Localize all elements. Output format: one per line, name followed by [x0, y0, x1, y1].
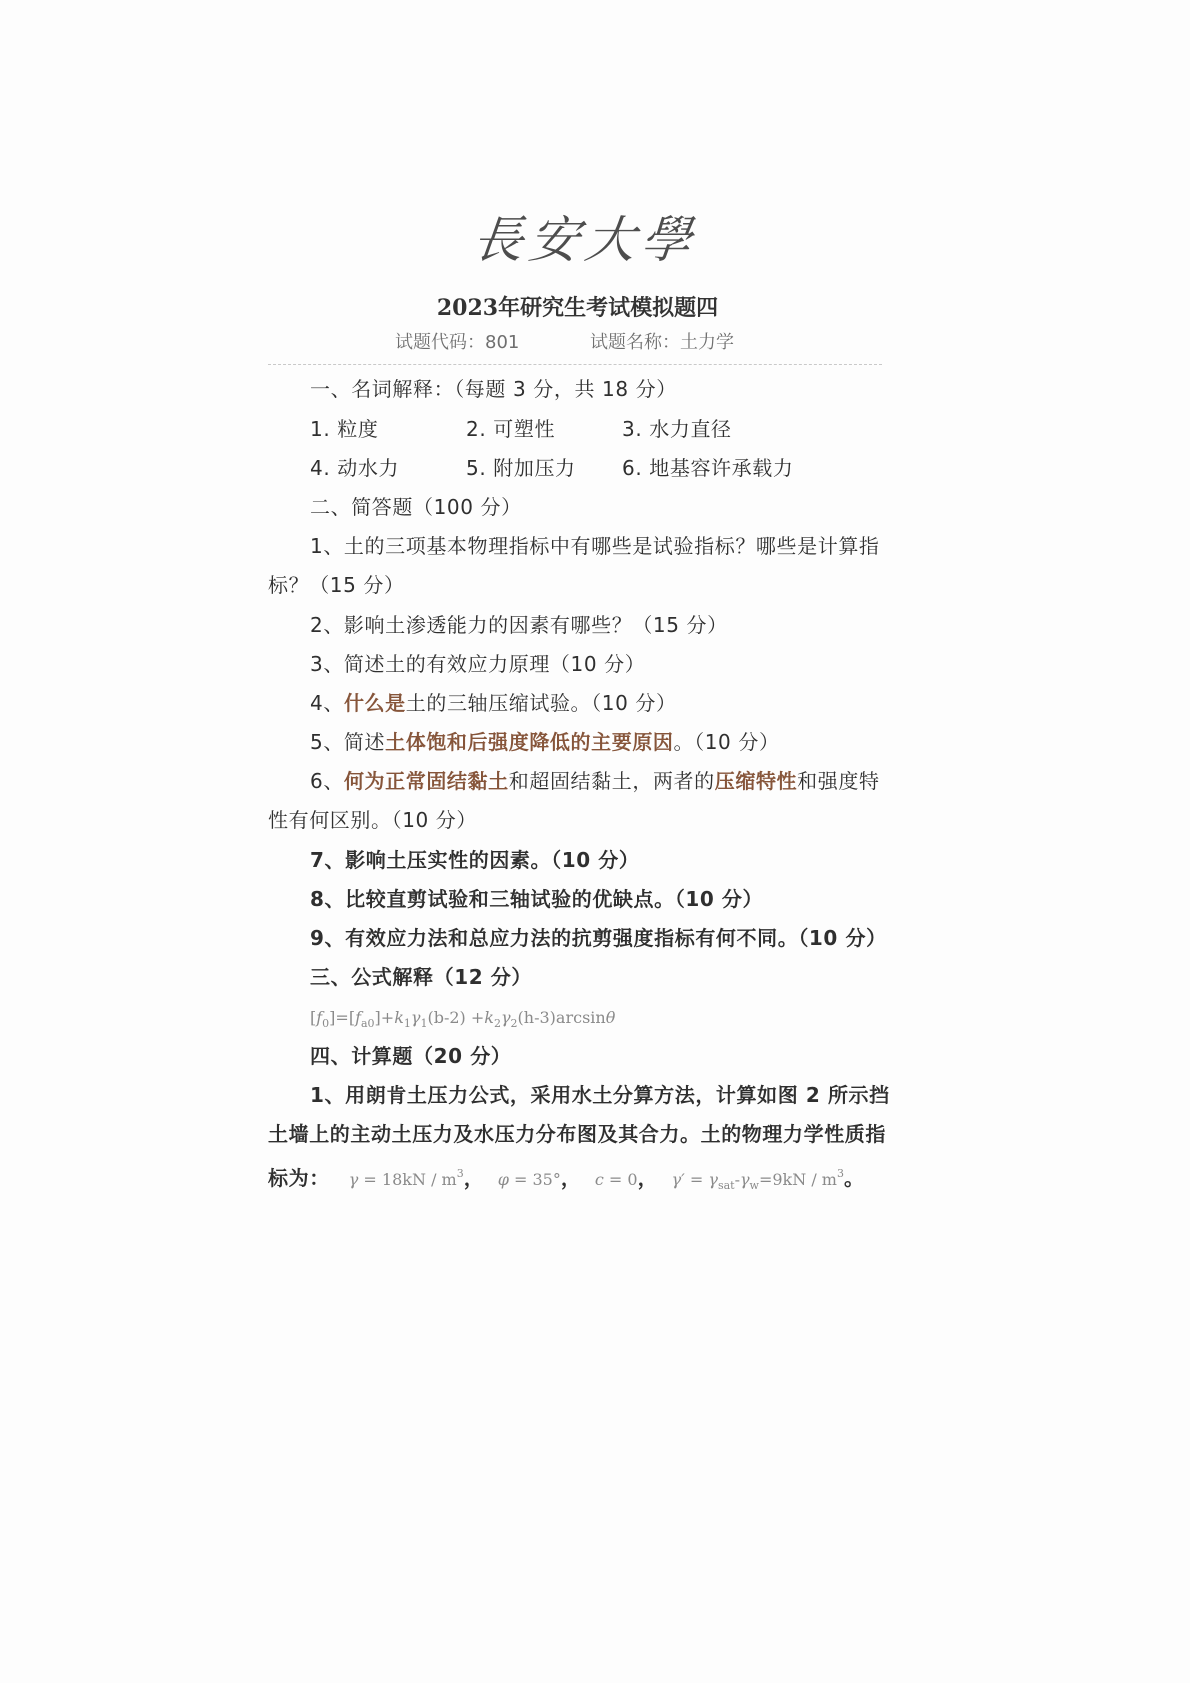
math-symbol: θ: [605, 1008, 616, 1028]
math-symbol: γ: [410, 1008, 421, 1028]
highlighted-text: 土体饱和后强度降低的主要原因: [385, 730, 674, 755]
math-symbol: k: [394, 1008, 404, 1028]
question-text: 2、影响土渗透能力的因素有哪些？（15 分）: [310, 612, 728, 637]
calculation-question-line: 土墙上的主动土压力及水压力分布图及其合力。土的物理力学性质指: [268, 1121, 886, 1146]
term-item: 5. 附加压力: [466, 455, 576, 480]
math-subscript: 1: [403, 1017, 411, 1031]
question-line: [268, 606, 968, 645]
question-text: 和强度特: [797, 769, 880, 794]
formula: [268, 997, 968, 1036]
math-symbol: γ: [708, 1170, 718, 1190]
math-symbol: k: [484, 1008, 494, 1028]
math-symbol: ]+: [374, 1008, 395, 1028]
question-list: [268, 527, 968, 958]
exam-content: [268, 370, 968, 1193]
header-divider: [268, 364, 882, 365]
question-item: [268, 841, 968, 880]
params-lead: 标为：: [268, 1166, 330, 1191]
question-text: 性有何区别。（10 分）: [268, 808, 478, 833]
math-subscript: 1: [420, 1017, 428, 1031]
question-text: 标？（15 分）: [268, 573, 405, 598]
math-symbol: -: [734, 1170, 740, 1190]
punctuation: 。: [843, 1166, 864, 1191]
question-text: 土的三轴压缩试验。（10 分）: [405, 690, 677, 715]
question-line: [268, 919, 968, 958]
term-item: 6. 地基容许承载力: [622, 455, 794, 480]
question-item: [268, 919, 968, 958]
highlighted-text: 压缩特性: [714, 769, 798, 794]
punctuation: ，: [560, 1166, 581, 1191]
math-subscript: sat: [717, 1179, 735, 1193]
question-item: [268, 762, 968, 840]
terms-row: [268, 410, 968, 449]
punctuation: ，: [637, 1166, 658, 1191]
math-symbol: γ: [348, 1170, 359, 1190]
question-text: 和超固结黏土，两者的: [508, 769, 715, 794]
question-text: 3、简述土的有效应力原理（10 分）: [310, 651, 646, 676]
section-calculation: [268, 1037, 968, 1194]
punctuation: ，: [463, 1166, 484, 1191]
question-line: [268, 762, 968, 801]
section-term-definitions: [268, 370, 968, 488]
math-subscript: 0: [322, 1017, 330, 1031]
section-3-heading: 三、公式解释（12 分）: [310, 965, 532, 990]
question-line: [268, 723, 968, 762]
math-symbol: c: [594, 1170, 604, 1190]
question-item: [268, 684, 968, 723]
highlighted-text: 何为正常固结黏土: [343, 769, 509, 794]
math-symbol: =: [684, 1170, 709, 1190]
math-symbol: (b-2) +: [427, 1008, 485, 1028]
question-text: 4、: [310, 690, 344, 715]
term-item: 3. 水力直径: [622, 416, 732, 441]
question-text: 7、影响土压实性的因素。（10 分）: [310, 847, 640, 872]
math-symbol: (h-3)arcsin: [517, 1008, 606, 1028]
math-subscript: 2: [510, 1017, 518, 1031]
section-2-heading: 二、简答题（100 分）: [310, 494, 522, 519]
section-short-answer: [268, 488, 968, 958]
calculation-question-line: 1、用朗肯土压力公式，采用水土分算方法，计算如图 2 所示挡: [310, 1082, 890, 1107]
math-subscript: 2: [493, 1017, 501, 1031]
math-superscript: 3: [836, 1167, 844, 1181]
math-symbol: = 18kN / m: [358, 1170, 457, 1190]
term-item: 4. 动水力: [310, 455, 400, 480]
question-line: [268, 566, 968, 605]
math-subscript: w: [749, 1179, 759, 1193]
math-symbol: ]=[: [329, 1008, 356, 1028]
math-symbol: f: [316, 1008, 323, 1028]
section-1-heading: 一、名词解释：（每题 3 分，共 18 分）: [310, 377, 677, 402]
math-symbol: =9kN / m: [758, 1170, 837, 1190]
question-text: 。（10 分）: [673, 730, 780, 755]
exam-title: 2023年研究生考试模拟题四: [436, 295, 719, 321]
university-logo: 長安大學: [469, 211, 701, 269]
highlighted-text: 什么是: [343, 690, 406, 715]
question-item: [268, 527, 968, 605]
question-text: 9、有效应力法和总应力法的抗剪强度指标有何不同。（10 分）: [310, 926, 887, 951]
math-symbol: f: [355, 1008, 361, 1028]
section-formula-explanation: [268, 958, 968, 1036]
term-item: 1. 粒度: [310, 416, 379, 441]
section-4-heading: 四、计算题（20 分）: [310, 1043, 512, 1068]
math-symbol: γ′: [671, 1170, 685, 1190]
terms-row: [268, 449, 968, 488]
question-item: [268, 606, 968, 645]
exam-subject: 试题名称：土力学: [590, 332, 734, 353]
question-text: 5、简述: [310, 730, 386, 755]
question-text: 1、土的三项基本物理指标中有哪些是试验指标？哪些是计算指: [310, 534, 880, 559]
math-symbol: γ: [739, 1170, 750, 1190]
math-symbol: = 0: [603, 1170, 638, 1190]
question-line: [268, 527, 968, 566]
question-item: [268, 645, 968, 684]
question-line: [268, 841, 968, 880]
question-line: [268, 801, 968, 840]
math-superscript: 3: [456, 1167, 464, 1181]
question-item: [268, 723, 968, 762]
math-symbol: γ: [500, 1008, 511, 1028]
math-subscript: a0: [360, 1017, 375, 1031]
question-text: 8、比较直剪试验和三轴试验的优缺点。（10 分）: [310, 886, 764, 911]
question-item: [268, 880, 968, 919]
calculation-question-line: [268, 1154, 968, 1193]
math-symbol: φ: [497, 1170, 509, 1190]
math-symbol: [: [310, 1008, 317, 1028]
question-text: 6、: [310, 769, 344, 794]
exam-code: 试题代码：801: [395, 332, 520, 353]
question-line: [268, 684, 968, 723]
question-line: [268, 645, 968, 684]
term-item: 2. 可塑性: [466, 416, 556, 441]
math-symbol: = 35°: [508, 1170, 561, 1190]
question-line: [268, 880, 968, 919]
